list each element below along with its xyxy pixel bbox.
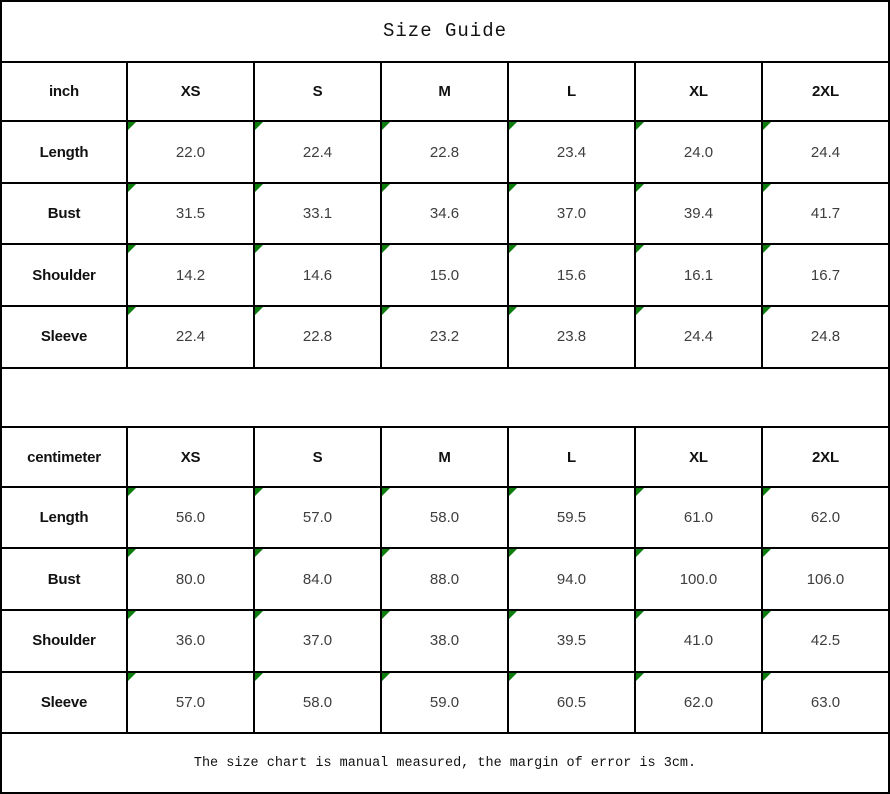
size-value-cell xyxy=(762,548,889,610)
size-value-cell xyxy=(635,672,762,734)
cell-corner-triangle-icon xyxy=(509,307,517,315)
size-value: 59.0 xyxy=(429,693,460,711)
size-value: 80.0 xyxy=(175,570,206,588)
size-value: 39.4 xyxy=(683,205,714,223)
cell-corner-triangle-icon xyxy=(763,184,771,192)
size-value: 23.4 xyxy=(556,143,587,161)
size-value-cell xyxy=(762,306,889,368)
size-value: 34.6 xyxy=(429,205,460,223)
cell-corner-triangle-icon xyxy=(128,307,136,315)
table-row xyxy=(1,672,889,734)
size-column-header: 2XL xyxy=(762,62,889,122)
size-value-cell xyxy=(381,610,508,672)
measurement-label: Sleeve xyxy=(1,306,127,368)
size-value-cell xyxy=(508,244,635,306)
size-value: 23.2 xyxy=(429,328,460,346)
cell-corner-triangle-icon xyxy=(636,245,644,253)
cell-corner-triangle-icon xyxy=(255,307,263,315)
cell-corner-triangle-icon xyxy=(128,673,136,681)
size-value: 23.8 xyxy=(556,328,587,346)
cell-corner-triangle-icon xyxy=(763,611,771,619)
size-value: 24.8 xyxy=(810,328,841,346)
size-value: 22.8 xyxy=(429,143,460,161)
size-value: 24.0 xyxy=(683,143,714,161)
measurement-label: Sleeve xyxy=(1,672,127,734)
cell-corner-triangle-icon xyxy=(763,307,771,315)
size-column-header: M xyxy=(381,427,508,487)
title-row xyxy=(1,1,889,62)
size-value-cell xyxy=(635,244,762,306)
size-value: 22.4 xyxy=(175,328,206,346)
size-value: 62.0 xyxy=(683,693,714,711)
cell-corner-triangle-icon xyxy=(636,549,644,557)
size-value: 57.0 xyxy=(175,693,206,711)
size-value-cell xyxy=(762,183,889,245)
cell-corner-triangle-icon xyxy=(255,488,263,496)
size-value-cell xyxy=(508,306,635,368)
cell-corner-triangle-icon xyxy=(509,184,517,192)
size-value: 58.0 xyxy=(429,509,460,527)
size-value-cell xyxy=(508,487,635,549)
size-value-cell xyxy=(508,548,635,610)
size-value-cell xyxy=(508,672,635,734)
table-row xyxy=(1,610,889,672)
cell-corner-triangle-icon xyxy=(382,549,390,557)
size-value: 22.0 xyxy=(175,143,206,161)
size-value: 100.0 xyxy=(679,570,718,588)
size-value: 37.0 xyxy=(556,205,587,223)
size-column-header: XL xyxy=(635,427,762,487)
cell-corner-triangle-icon xyxy=(636,122,644,130)
cell-corner-triangle-icon xyxy=(382,184,390,192)
size-value: 88.0 xyxy=(429,570,460,588)
size-value-cell xyxy=(381,548,508,610)
size-value-cell xyxy=(127,487,254,549)
measurement-label: Length xyxy=(1,487,127,549)
cell-corner-triangle-icon xyxy=(382,122,390,130)
size-value-cell xyxy=(127,244,254,306)
size-column-header: M xyxy=(381,62,508,122)
cell-corner-triangle-icon xyxy=(509,488,517,496)
cell-corner-triangle-icon xyxy=(636,184,644,192)
size-value: 61.0 xyxy=(683,509,714,527)
size-column-header: L xyxy=(508,62,635,122)
size-value-cell xyxy=(127,548,254,610)
measurement-label: Length xyxy=(1,121,127,183)
size-column-header: XL xyxy=(635,62,762,122)
table-row xyxy=(1,306,889,368)
cell-corner-triangle-icon xyxy=(382,245,390,253)
size-value-cell xyxy=(762,672,889,734)
size-value-cell xyxy=(635,306,762,368)
cell-corner-triangle-icon xyxy=(382,611,390,619)
size-value: 16.7 xyxy=(810,266,841,284)
cell-corner-triangle-icon xyxy=(382,488,390,496)
size-value-cell xyxy=(254,244,381,306)
centimeter-header-row xyxy=(1,427,889,487)
size-value: 36.0 xyxy=(175,632,206,650)
size-value-cell xyxy=(254,672,381,734)
size-value-cell xyxy=(635,121,762,183)
inch-header-row xyxy=(1,62,889,122)
size-value: 22.4 xyxy=(302,143,333,161)
table-row xyxy=(1,244,889,306)
cell-corner-triangle-icon xyxy=(636,673,644,681)
size-value-cell xyxy=(762,487,889,549)
size-column-header: S xyxy=(254,62,381,122)
size-value-cell xyxy=(381,306,508,368)
size-value-cell xyxy=(254,121,381,183)
size-value-cell xyxy=(127,306,254,368)
size-value: 14.2 xyxy=(175,266,206,284)
size-value: 58.0 xyxy=(302,693,333,711)
size-value: 31.5 xyxy=(175,205,206,223)
size-value-cell xyxy=(762,121,889,183)
size-value: 39.5 xyxy=(556,632,587,650)
size-value: 57.0 xyxy=(302,509,333,527)
measurement-label: Shoulder xyxy=(1,244,127,306)
size-value: 42.5 xyxy=(810,632,841,650)
cell-corner-triangle-icon xyxy=(509,122,517,130)
size-value-cell xyxy=(254,487,381,549)
cell-corner-triangle-icon xyxy=(255,611,263,619)
cell-corner-triangle-icon xyxy=(763,549,771,557)
cell-corner-triangle-icon xyxy=(763,488,771,496)
size-column-header: S xyxy=(254,427,381,487)
size-value-cell xyxy=(254,306,381,368)
size-value: 41.0 xyxy=(683,632,714,650)
size-value: 24.4 xyxy=(810,143,841,161)
size-value: 62.0 xyxy=(810,509,841,527)
unit-header-inch: inch xyxy=(1,62,127,122)
cell-corner-triangle-icon xyxy=(128,245,136,253)
cell-corner-triangle-icon xyxy=(128,488,136,496)
size-value-cell xyxy=(127,121,254,183)
size-value-cell xyxy=(508,610,635,672)
cell-corner-triangle-icon xyxy=(509,245,517,253)
size-value: 106.0 xyxy=(806,570,845,588)
size-value-cell xyxy=(381,183,508,245)
size-value: 84.0 xyxy=(302,570,333,588)
cell-corner-triangle-icon xyxy=(509,673,517,681)
cell-corner-triangle-icon xyxy=(255,184,263,192)
cell-corner-triangle-icon xyxy=(128,549,136,557)
cell-corner-triangle-icon xyxy=(128,611,136,619)
size-value: 15.0 xyxy=(429,266,460,284)
size-value: 56.0 xyxy=(175,509,206,527)
size-value: 37.0 xyxy=(302,632,333,650)
size-value-cell xyxy=(127,183,254,245)
size-value-cell xyxy=(127,672,254,734)
cell-corner-triangle-icon xyxy=(255,549,263,557)
size-value-cell xyxy=(381,244,508,306)
measurement-label: Shoulder xyxy=(1,610,127,672)
size-value: 94.0 xyxy=(556,570,587,588)
size-value: 41.7 xyxy=(810,205,841,223)
unit-header-centimeter: centimeter xyxy=(1,427,127,487)
size-value-cell xyxy=(635,183,762,245)
cell-corner-triangle-icon xyxy=(255,245,263,253)
table-row xyxy=(1,183,889,245)
size-value-cell xyxy=(254,610,381,672)
size-value: 38.0 xyxy=(429,632,460,650)
cell-corner-triangle-icon xyxy=(509,611,517,619)
spacer-row xyxy=(1,368,889,428)
cell-corner-triangle-icon xyxy=(763,122,771,130)
cell-corner-triangle-icon xyxy=(636,307,644,315)
size-value-cell xyxy=(381,487,508,549)
cell-corner-triangle-icon xyxy=(636,611,644,619)
page-title: Size Guide xyxy=(1,1,889,62)
size-value: 59.5 xyxy=(556,509,587,527)
cell-corner-triangle-icon xyxy=(382,307,390,315)
size-column-header: L xyxy=(508,427,635,487)
size-value-cell xyxy=(508,121,635,183)
footer-row xyxy=(1,733,889,793)
measurement-label: Bust xyxy=(1,183,127,245)
size-column-header: XS xyxy=(127,62,254,122)
size-value-cell xyxy=(762,244,889,306)
size-value: 33.1 xyxy=(302,205,333,223)
size-value: 22.8 xyxy=(302,328,333,346)
size-column-header: 2XL xyxy=(762,427,889,487)
size-value-cell xyxy=(254,548,381,610)
table-row xyxy=(1,548,889,610)
size-column-header: XS xyxy=(127,427,254,487)
size-value-cell xyxy=(127,610,254,672)
table-row xyxy=(1,487,889,549)
table-row xyxy=(1,121,889,183)
cell-corner-triangle-icon xyxy=(128,122,136,130)
size-value-cell xyxy=(381,121,508,183)
size-value: 16.1 xyxy=(683,266,714,284)
size-value-cell xyxy=(508,183,635,245)
cell-corner-triangle-icon xyxy=(636,488,644,496)
cell-corner-triangle-icon xyxy=(255,122,263,130)
cell-corner-triangle-icon xyxy=(255,673,263,681)
size-value: 15.6 xyxy=(556,266,587,284)
cell-corner-triangle-icon xyxy=(763,245,771,253)
table-spacer xyxy=(1,368,889,428)
footer-note: The size chart is manual measured, the margin of error is 3cm. xyxy=(1,733,889,793)
cell-corner-triangle-icon xyxy=(763,673,771,681)
size-value: 24.4 xyxy=(683,328,714,346)
measurement-label: Bust xyxy=(1,548,127,610)
size-value: 60.5 xyxy=(556,693,587,711)
size-value-cell xyxy=(635,487,762,549)
size-value-cell xyxy=(635,548,762,610)
size-value-cell xyxy=(254,183,381,245)
size-value-cell xyxy=(381,672,508,734)
size-value-cell xyxy=(762,610,889,672)
size-value: 63.0 xyxy=(810,693,841,711)
size-value-cell xyxy=(635,610,762,672)
cell-corner-triangle-icon xyxy=(382,673,390,681)
size-value: 14.6 xyxy=(302,266,333,284)
cell-corner-triangle-icon xyxy=(128,184,136,192)
cell-corner-triangle-icon xyxy=(509,549,517,557)
